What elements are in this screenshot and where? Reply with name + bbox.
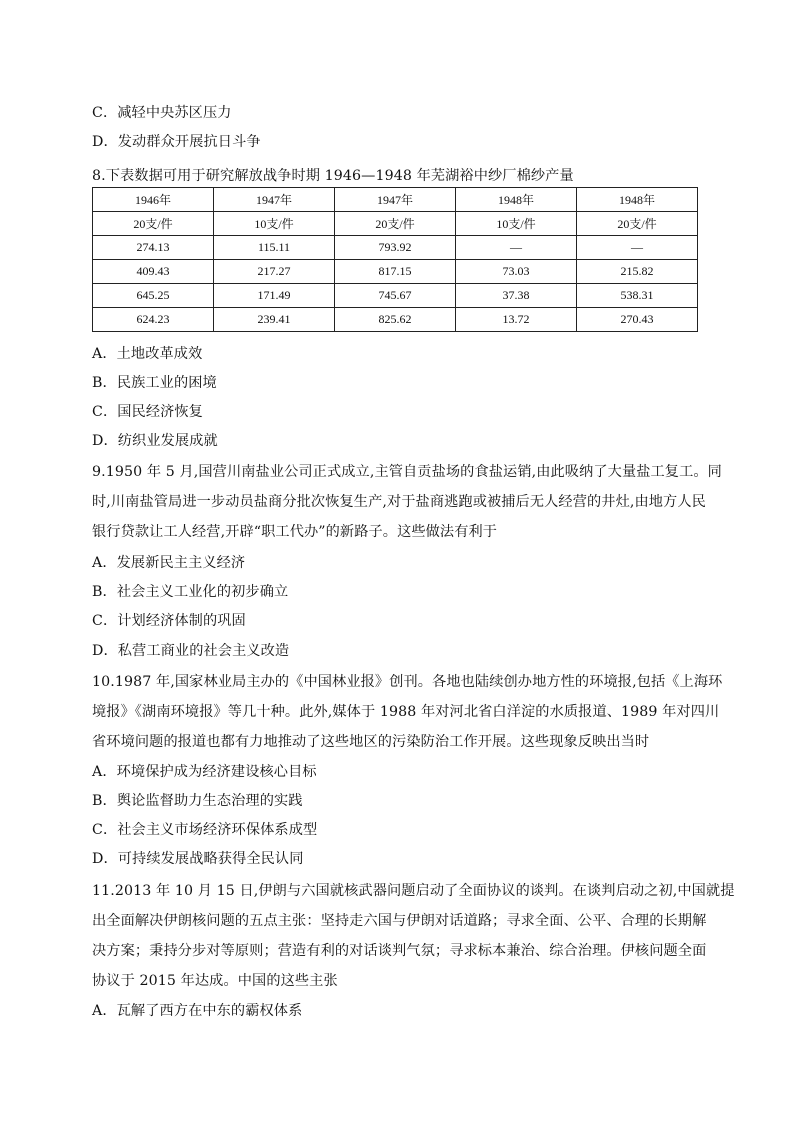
table-cell: 645.25 bbox=[93, 284, 214, 308]
q10-stem-line-2: 境报》《湖南环境报》等几十种。此外,媒体于 1988 年对河北省白洋淀的水质报道、1989 年对四川 bbox=[92, 704, 720, 720]
table-cell: 215.82 bbox=[577, 260, 698, 284]
q7-option-d: D．发动群众开展抗日斗争 bbox=[92, 134, 261, 150]
q11-stem-line-3: 决方案；秉持分步对等原则；营造有利的对话谈判气氛；寻求标本兼治、综合治理。伊核问题全面 bbox=[92, 943, 707, 959]
q8-stem: 8.下表数据可用于研究解放战争时期 1946—1948 年芜湖裕中纱厂棉纱产量 bbox=[92, 168, 574, 184]
table-header-cell: 20支/件 bbox=[93, 212, 214, 236]
q10-stem-line-1: 10.1987 年,国家林业局主办的《中国林业报》创刊。各地也陆续创办地方性的环境报,包括《上海环 bbox=[92, 674, 723, 690]
table-cell: 217.27 bbox=[214, 260, 335, 284]
q11-stem-line-4: 协议于 2015 年达成。中国的这些主张 bbox=[92, 973, 338, 989]
table-row bbox=[93, 260, 698, 284]
table-header-cell: 1947年 bbox=[214, 188, 335, 212]
table-row bbox=[93, 308, 698, 332]
q8-option-a: A．土地改革成效 bbox=[92, 346, 203, 362]
table-header-cell: 10支/件 bbox=[214, 212, 335, 236]
table-cell: — bbox=[577, 236, 698, 260]
q10-stem-line-3: 省环境问题的报道也都有力地推动了这些地区的污染防治工作开展。这些现象反映出当时 bbox=[92, 734, 650, 750]
q9-stem-line-3: 银行贷款让工人经营,开辟“职工代办”的新路子。这些做法有利于 bbox=[92, 524, 498, 540]
table-cell: 270.43 bbox=[577, 308, 698, 332]
table-header-cell: 20支/件 bbox=[577, 212, 698, 236]
q8-option-d: D．纺织业发展成就 bbox=[92, 433, 218, 449]
table-header-cell: 1948年 bbox=[577, 188, 698, 212]
table-cell: 817.15 bbox=[335, 260, 456, 284]
q10-option-b: B．舆论监督助力生态治理的实践 bbox=[92, 793, 303, 809]
q11-option-a: A．瓦解了西方在中东的霸权体系 bbox=[92, 1003, 303, 1019]
table-cell: 825.62 bbox=[335, 308, 456, 332]
q11-stem-line-2: 出全面解决伊朗核问题的五点主张：坚持走六国与伊朗对话道路；寻求全面、公平、合理的长期解 bbox=[92, 913, 707, 929]
table-header-years bbox=[93, 188, 698, 212]
table-row bbox=[93, 236, 698, 260]
table-cell: 624.23 bbox=[93, 308, 214, 332]
table-cell: 171.49 bbox=[214, 284, 335, 308]
table-header-cell: 1946年 bbox=[93, 188, 214, 212]
table-header-units bbox=[93, 212, 698, 236]
q7-option-c: C．减轻中央苏区压力 bbox=[92, 105, 232, 121]
table-cell: 13.72 bbox=[456, 308, 577, 332]
q9-stem-line-2: 时,川南盐管局进一步动员盐商分批次恢复生产,对于盐商逃跑或被捕后无人经营的井灶,由地方人民 bbox=[92, 494, 706, 510]
table-cell: 745.67 bbox=[335, 284, 456, 308]
table-header-cell: 20支/件 bbox=[335, 212, 456, 236]
q11-stem-line-1: 11.2013 年 10 月 15 日,伊朗与六国就核武器问题启动了全面协议的谈判。在谈判启动之初,中国就提 bbox=[92, 883, 735, 899]
q10-option-d: D．可持续发展战略获得全民认同 bbox=[92, 851, 304, 867]
cotton-yarn-output-table bbox=[92, 187, 698, 332]
table-header-cell: 1948年 bbox=[456, 188, 577, 212]
table-cell: 274.13 bbox=[93, 236, 214, 260]
q9-option-d: D．私营工商业的社会主义改造 bbox=[92, 643, 290, 659]
table-cell: 239.41 bbox=[214, 308, 335, 332]
q9-option-b: B．社会主义工业化的初步确立 bbox=[92, 584, 289, 600]
q8-option-c: C．国民经济恢复 bbox=[92, 404, 203, 420]
table-header-cell: 1947年 bbox=[335, 188, 456, 212]
q8-option-b: B．民族工业的困境 bbox=[92, 375, 217, 391]
table-cell: 409.43 bbox=[93, 260, 214, 284]
table-cell: 793.92 bbox=[335, 236, 456, 260]
q9-option-c: C．计划经济体制的巩固 bbox=[92, 613, 246, 629]
table-cell: 538.31 bbox=[577, 284, 698, 308]
table-cell: 73.03 bbox=[456, 260, 577, 284]
q9-option-a: A．发展新民主主义经济 bbox=[92, 555, 246, 571]
q9-stem-line-1: 9.1950 年 5 月,国营川南盐业公司正式成立,主管自贡盐场的食盐运销,由此吸纳了大量盐工复工。同 bbox=[92, 464, 722, 480]
q10-option-c: C．社会主义市场经济环保体系成型 bbox=[92, 822, 318, 838]
table-cell: 37.38 bbox=[456, 284, 577, 308]
q10-option-a: A．环境保护成为经济建设核心目标 bbox=[92, 764, 317, 780]
table-header-cell: 10支/件 bbox=[456, 212, 577, 236]
table-cell: 115.11 bbox=[214, 236, 335, 260]
table-row bbox=[93, 284, 698, 308]
table-cell: — bbox=[456, 236, 577, 260]
